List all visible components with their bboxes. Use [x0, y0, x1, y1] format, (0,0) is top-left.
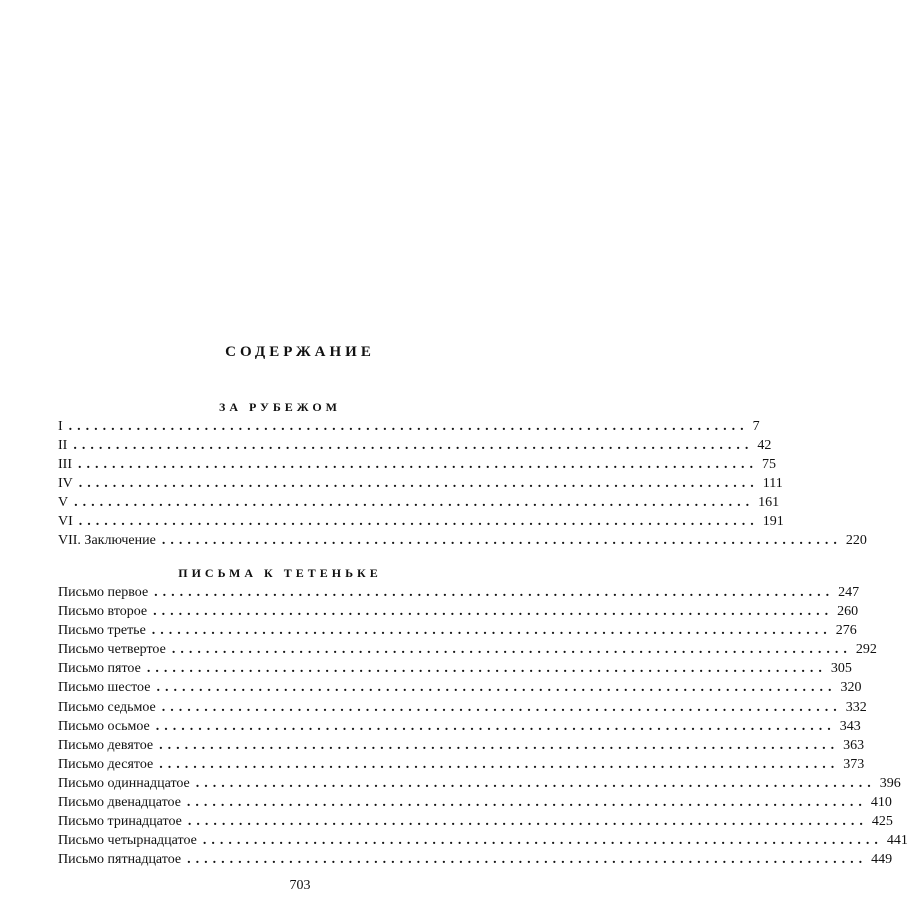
- toc-entry-page: 373: [843, 756, 865, 772]
- leader-dots: ................................................................................: [153, 604, 834, 620]
- toc-entry-page: 260: [837, 604, 859, 620]
- toc-entry-label: Письмо второе: [58, 604, 148, 620]
- toc-entry-label: Письмо третье: [58, 623, 146, 639]
- leader-dots: ................................................................................: [73, 438, 754, 453]
- toc-entry[interactable]: [58, 493, 780, 512]
- toc-entry-page: 276: [835, 623, 857, 639]
- leader-dots: ................................................................................: [161, 533, 842, 548]
- toc-entry-label: V: [58, 495, 69, 510]
- toc-entry-page: 111: [762, 476, 783, 491]
- toc-entry[interactable]: [58, 659, 852, 678]
- leader-dots: ................................................................................: [195, 775, 876, 791]
- toc-entry-page: 332: [845, 699, 867, 715]
- toc-entry[interactable]: [58, 831, 908, 850]
- toc-entry[interactable]: [58, 812, 893, 831]
- toc-entry[interactable]: [58, 698, 867, 717]
- toc-entry[interactable]: [58, 640, 877, 659]
- toc-entry[interactable]: [58, 621, 857, 640]
- leader-dots: ................................................................................: [202, 833, 883, 849]
- leader-dots: ................................................................................: [151, 623, 832, 639]
- toc-entry-page: 220: [845, 533, 867, 548]
- toc-entry-label: Письмо четвертое: [58, 642, 166, 658]
- toc-entry-page: 343: [839, 718, 861, 734]
- leader-dots: ................................................................................: [159, 756, 840, 772]
- toc-entry-label: Письмо первое: [58, 585, 149, 600]
- toc-entry[interactable]: [58, 512, 784, 531]
- toc-entry[interactable]: [58, 474, 783, 493]
- toc-entry-label: Письмо двенадцатое: [58, 795, 181, 811]
- toc-entry-label: Письмо пятое: [58, 661, 141, 677]
- toc-entry-page: 425: [871, 814, 893, 830]
- leader-dots: ................................................................................: [171, 642, 852, 658]
- leader-dots: ................................................................................: [155, 718, 836, 734]
- leader-dots: ................................................................................: [74, 495, 755, 510]
- toc-entry-page: 161: [758, 495, 780, 510]
- toc-entry[interactable]: [58, 717, 861, 736]
- toc-list-za-rubezhom: [58, 417, 867, 550]
- toc-entry-label: VII. Заключение: [58, 533, 156, 548]
- toc-entry-page: 320: [840, 680, 862, 696]
- leader-dots: ................................................................................: [187, 852, 868, 868]
- toc-entry-label: III: [58, 457, 72, 472]
- toc-entry[interactable]: [58, 531, 867, 550]
- toc-entry-label: Письмо девятое: [58, 737, 154, 753]
- toc-entry-label: II: [58, 438, 68, 453]
- toc-entry-label: Письмо шестое: [58, 680, 151, 696]
- page-number: 703: [289, 878, 311, 893]
- toc-entry-page: 449: [871, 852, 893, 868]
- toc-entry[interactable]: [58, 793, 892, 812]
- leader-dots: ................................................................................: [187, 814, 868, 830]
- toc-entry[interactable]: [58, 417, 760, 436]
- toc-entry-page: 363: [843, 737, 865, 753]
- section-title-pisma-k-tetenke: ПИСЬМА К ТЕТЕНЬКЕ: [178, 566, 382, 580]
- leader-dots: ................................................................................: [159, 737, 840, 753]
- toc-entry-label: Письмо седьмое: [58, 699, 156, 715]
- toc-entry-page: 191: [762, 514, 784, 529]
- leader-dots: ................................................................................: [161, 699, 842, 715]
- toc-entry[interactable]: [58, 455, 776, 474]
- toc-list-pisma-k-tetenke: [58, 583, 908, 869]
- leader-dots: ................................................................................: [186, 795, 867, 811]
- leader-dots: ................................................................................: [78, 514, 759, 529]
- toc-entry-label: I: [58, 419, 63, 434]
- toc-entry-label: VI: [58, 514, 73, 529]
- toc-entry-page: 410: [870, 795, 892, 811]
- toc-entry[interactable]: [58, 436, 772, 455]
- toc-entry-label: Письмо пятнадцатое: [58, 852, 182, 868]
- leader-dots: ................................................................................: [68, 419, 749, 434]
- toc-entry-label: Письмо тринадцатое: [58, 814, 182, 830]
- leader-dots: ................................................................................: [156, 680, 837, 696]
- section-title-za-rubezhom: ЗА РУБЕЖОМ: [218, 400, 341, 414]
- toc-entry-page: 42: [757, 438, 772, 453]
- toc-entry-label: IV: [58, 476, 73, 491]
- toc-entry[interactable]: [58, 774, 901, 793]
- toc-entry-page: 247: [838, 585, 860, 600]
- toc-entry-page: 396: [879, 775, 901, 791]
- toc-entry-label: Письмо десятое: [58, 756, 154, 772]
- toc-entry-label: Письмо четырнадцатое: [58, 833, 197, 849]
- leader-dots: ................................................................................: [78, 457, 758, 472]
- toc-entry-page: 75: [762, 457, 776, 472]
- toc-entry-page: 292: [855, 642, 877, 658]
- toc-entry[interactable]: [58, 850, 893, 869]
- toc-entry[interactable]: [58, 602, 859, 621]
- toc-entry[interactable]: [58, 678, 862, 697]
- toc-entry-page: 441: [886, 833, 908, 849]
- toc-entry-label: Письмо одиннадцатое: [58, 775, 190, 791]
- leader-dots: ................................................................................: [154, 585, 835, 600]
- toc-entry-page: 7: [752, 419, 760, 434]
- toc-entry-label: Письмо осьмое: [58, 718, 150, 734]
- toc-entry[interactable]: [58, 583, 860, 602]
- toc-entry[interactable]: [58, 755, 865, 774]
- toc-entry[interactable]: [58, 736, 865, 755]
- leader-dots: ................................................................................: [78, 476, 759, 491]
- leader-dots: ................................................................................: [146, 661, 827, 677]
- page-title: СОДЕРЖАНИЕ: [225, 344, 375, 360]
- toc-entry-page: 305: [830, 661, 852, 677]
